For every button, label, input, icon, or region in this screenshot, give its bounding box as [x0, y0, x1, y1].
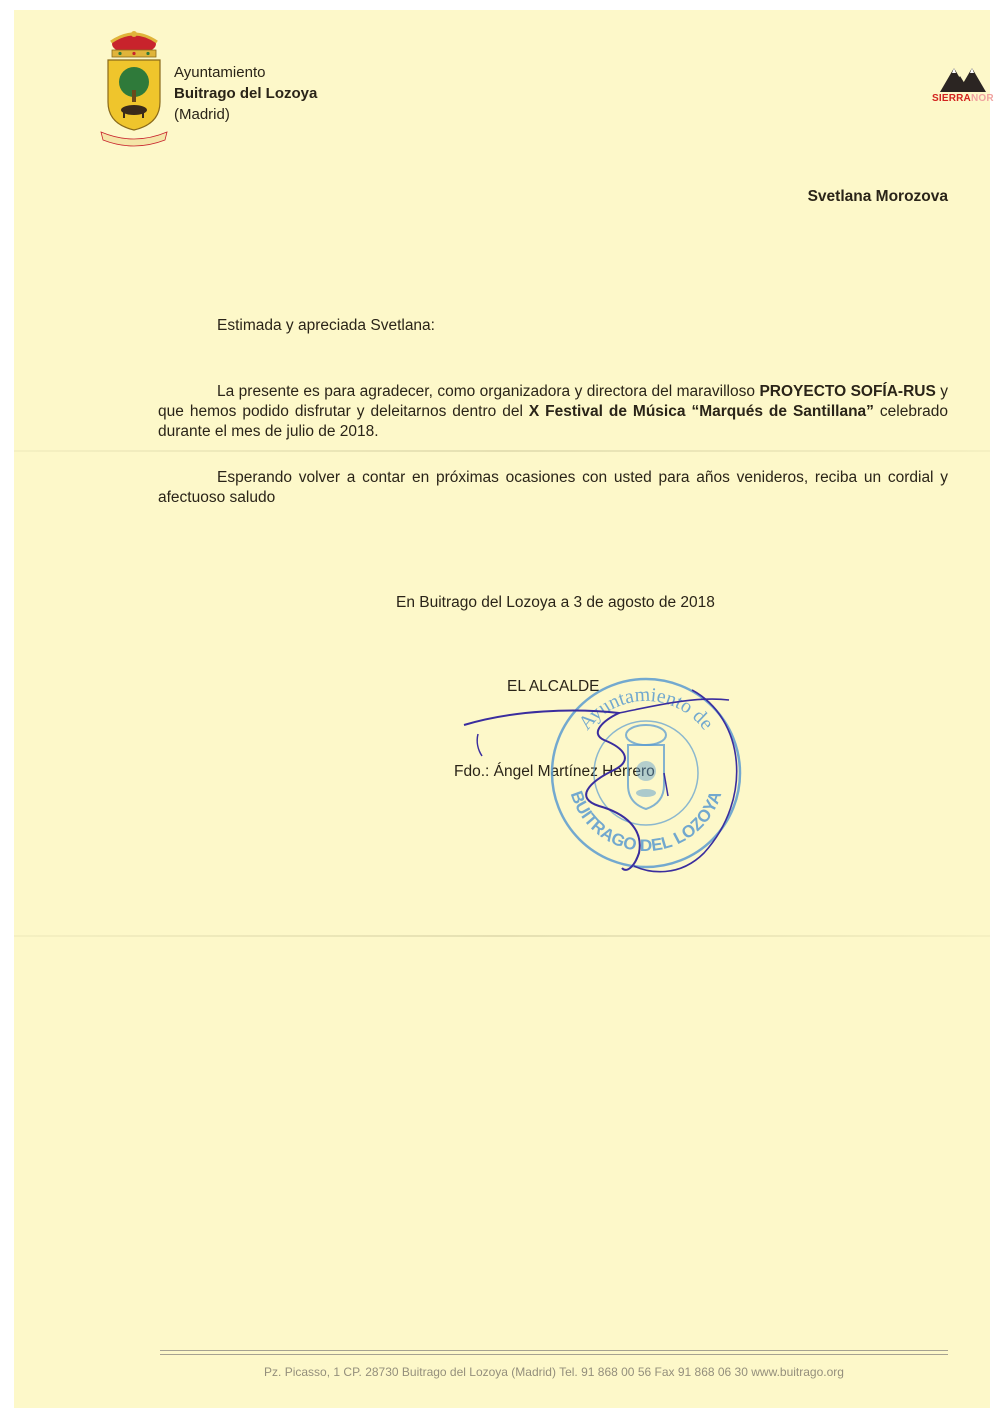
sierra-norte-logo — [924, 62, 994, 112]
letter-page — [14, 10, 994, 1408]
salutation: Estimada y apreciada Svetlana: — [217, 317, 435, 334]
svg-text:BUITRAGO DEL LOZOYA: BUITRAGO DEL LOZOYA — [566, 788, 726, 856]
signer-name: Fdo.: Ángel Martínez Herrero — [454, 763, 655, 780]
org-line-1: Ayuntamiento — [174, 64, 266, 81]
mountains-icon — [924, 62, 990, 94]
org-line-2: Buitrago del Lozoya — [174, 85, 318, 102]
recipient-name: Svetlana Morozova — [807, 188, 948, 205]
handwritten-signature — [454, 678, 754, 878]
signer-title: EL ALCALDE — [507, 678, 600, 695]
org-line-3: (Madrid) — [174, 106, 230, 123]
organization-name — [174, 62, 317, 125]
sierra-norte-wordmark: SIERRANOR — [932, 93, 994, 104]
footer-contact: Pz. Picasso, 1 CP. 28730 Buitrago del Lozoya (Madrid) Tel. 91 868 00 56 Fax 91 868 06 30 www.buitrago.org — [264, 1365, 844, 1379]
paper-fold — [14, 935, 990, 937]
paragraph-closing: Esperando volver a contar en próximas ocasiones con usted para años venideros, reciba un cordial y afectuoso saludo — [158, 469, 948, 506]
paper-fold — [14, 450, 990, 452]
footer-divider — [160, 1350, 948, 1355]
place-and-date: En Buitrago del Lozoya a 3 de agosto de 2018 — [396, 594, 715, 611]
paragraph-thanks: La presente es para agradecer, como organizadora y directora del maravilloso PROYECTO SOFÍA-RUS y que hemos podido disfrutar y deleitarnos dentro del X Festival de Música “Marqués de Santillana” celebrado durante el mes de julio de 2018. — [158, 383, 949, 440]
coat-of-arms-logo — [99, 30, 169, 144]
svg-text:Ayuntamiento de: Ayuntamiento de — [574, 683, 718, 735]
